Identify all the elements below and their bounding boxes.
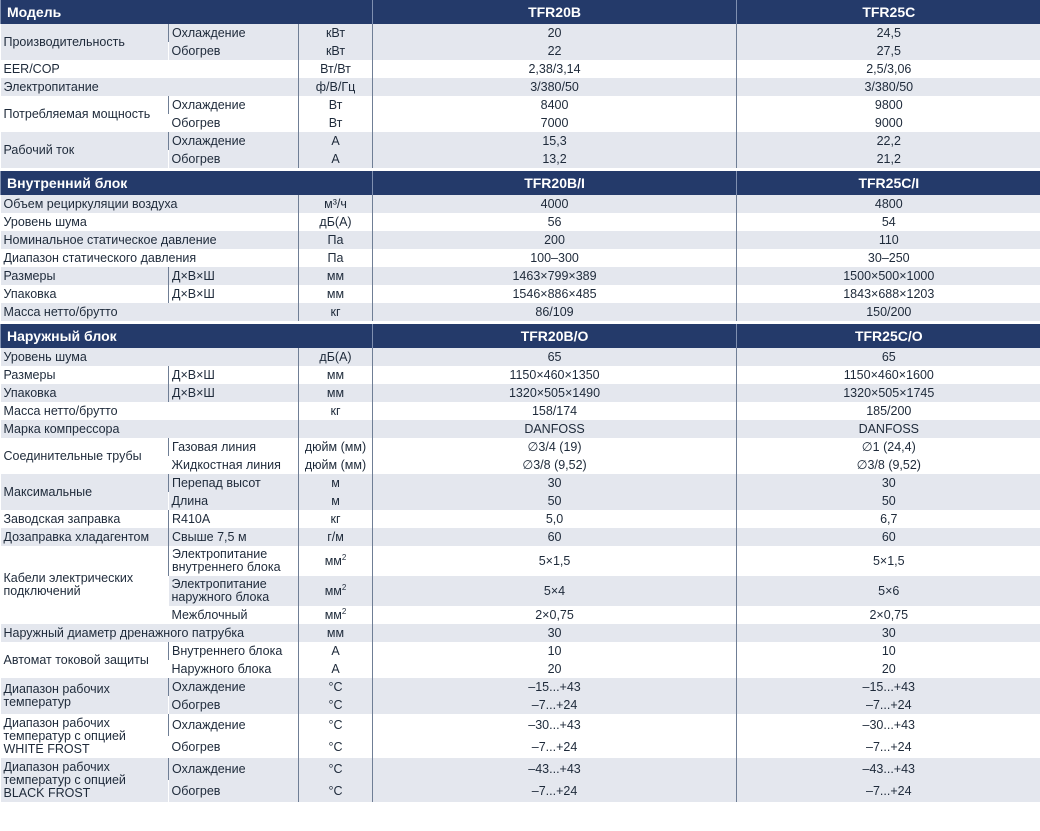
row-unit <box>299 576 373 606</box>
row-unit: А <box>299 132 373 150</box>
row-label: EER/COP <box>1 60 299 78</box>
value-cell: 20 <box>737 660 1040 678</box>
value-cell: 5×1,5 <box>373 546 737 576</box>
row-unit: °С <box>299 758 373 780</box>
value-cell: 4800 <box>737 195 1040 213</box>
row-unit: м <box>299 492 373 510</box>
value-cell: 2×0,75 <box>737 606 1040 624</box>
indoor-col1: TFR20B/I <box>373 171 737 195</box>
value-cell: 3/380/50 <box>737 78 1040 96</box>
value-cell: 65 <box>373 348 737 366</box>
table-row <box>1 642 1040 660</box>
row-sublabel: Газовая линия <box>169 438 299 456</box>
row-label: Наружный диаметр дренажного патрубка <box>1 624 299 642</box>
value-cell: –7...+24 <box>373 696 737 714</box>
row-label: Диапазон рабочих температур с опцией BLACK FROST <box>1 758 169 802</box>
value-cell: 10 <box>373 642 737 660</box>
row-label: Производительность <box>1 24 169 60</box>
row-unit: дюйм (мм) <box>299 438 373 456</box>
model-header-title: Модель <box>1 0 373 24</box>
row-sublabel: Длина <box>169 492 299 510</box>
value-cell: ∅3/4 (19) <box>373 438 737 456</box>
row-unit <box>299 420 373 438</box>
row-label: Масса нетто/брутто <box>1 402 299 420</box>
unit-text: мм <box>324 607 342 622</box>
value-cell: 5×6 <box>737 576 1040 606</box>
row-label: Заводская заправка <box>1 510 169 528</box>
table-row <box>1 384 1040 402</box>
value-cell: 15,3 <box>373 132 737 150</box>
value-cell: 54 <box>737 213 1040 231</box>
unit-sup: 2 <box>341 606 347 616</box>
table-row <box>1 546 1040 576</box>
value-cell: 50 <box>737 492 1040 510</box>
row-unit: м³/ч <box>299 195 373 213</box>
row-label: Рабочий ток <box>1 132 169 168</box>
row-sublabel: Охлаждение <box>169 132 299 150</box>
row-sublabel: Жидкостная линия <box>169 456 299 474</box>
row-unit: г/м <box>299 528 373 546</box>
value-cell: 8400 <box>373 96 737 114</box>
value-cell: 150/200 <box>737 303 1040 321</box>
value-cell: 5×4 <box>373 576 737 606</box>
value-cell: 6,7 <box>737 510 1040 528</box>
outdoor-header-title: Наружный блок <box>1 324 373 348</box>
value-cell: –15...+43 <box>373 678 737 696</box>
value-cell: 60 <box>373 528 737 546</box>
row-label: Уровень шума <box>1 213 299 231</box>
row-sublabel: Электропитание внутреннего блока <box>169 546 299 576</box>
row-unit: дБ(А) <box>299 348 373 366</box>
row-unit: Вт <box>299 114 373 132</box>
indoor-header-title: Внутренний блок <box>1 171 373 195</box>
value-cell: 1843×688×1203 <box>737 285 1040 303</box>
outdoor-col2: TFR25C/O <box>737 324 1040 348</box>
row-unit: м <box>299 474 373 492</box>
row-unit: Вт <box>299 96 373 114</box>
unit-sup: 2 <box>341 552 347 562</box>
value-cell: 30–250 <box>737 249 1040 267</box>
value-cell: 1320×505×1490 <box>373 384 737 402</box>
row-unit: ф/В/Гц <box>299 78 373 96</box>
value-cell: 5,0 <box>373 510 737 528</box>
outdoor-header-row <box>1 324 1040 348</box>
value-cell: 24,5 <box>737 24 1040 42</box>
row-label: Масса нетто/брутто <box>1 303 299 321</box>
row-label: Электропитание <box>1 78 299 96</box>
table-row <box>1 78 1040 96</box>
value-cell: 1320×505×1745 <box>737 384 1040 402</box>
value-cell: 86/109 <box>373 303 737 321</box>
table-row <box>1 213 1040 231</box>
value-cell: –30...+43 <box>737 714 1040 736</box>
value-cell: 2,5/3,06 <box>737 60 1040 78</box>
table-row <box>1 348 1040 366</box>
table-row <box>1 528 1040 546</box>
value-cell: 30 <box>373 624 737 642</box>
value-cell: –7...+24 <box>737 736 1040 758</box>
value-cell: –7...+24 <box>373 780 737 802</box>
table-row <box>1 249 1040 267</box>
row-unit: А <box>299 150 373 168</box>
row-sublabel: Д×В×Ш <box>169 285 299 303</box>
value-cell: 3/380/50 <box>373 78 737 96</box>
row-sublabel: Межблочный <box>169 606 299 624</box>
value-cell: 2×0,75 <box>373 606 737 624</box>
value-cell: 30 <box>737 624 1040 642</box>
value-cell: 1546×886×485 <box>373 285 737 303</box>
outdoor-col1: TFR20B/O <box>373 324 737 348</box>
value-cell: 4000 <box>373 195 737 213</box>
value-cell: 22,2 <box>737 132 1040 150</box>
value-cell: –43...+43 <box>737 758 1040 780</box>
indoor-header-row <box>1 171 1040 195</box>
row-unit: мм <box>299 285 373 303</box>
table-row <box>1 24 1040 42</box>
row-unit: кВт <box>299 42 373 60</box>
row-sublabel: Д×В×Ш <box>169 267 299 285</box>
row-label: Кабели электрических подключений <box>1 546 169 624</box>
model-col1: TFR20B <box>373 0 737 24</box>
row-label: Номинальное статическое давление <box>1 231 299 249</box>
value-cell: 50 <box>373 492 737 510</box>
row-sublabel: Обогрев <box>169 736 299 758</box>
row-label: Соединительные трубы <box>1 438 169 474</box>
row-sublabel: Охлаждение <box>169 758 299 780</box>
table-row <box>1 96 1040 114</box>
row-unit: Вт/Вт <box>299 60 373 78</box>
value-cell: 65 <box>737 348 1040 366</box>
value-cell: 2,38/3,14 <box>373 60 737 78</box>
value-cell: 22 <box>373 42 737 60</box>
table-row <box>1 714 1040 736</box>
table-row <box>1 678 1040 696</box>
row-sublabel: Обогрев <box>169 780 299 802</box>
row-label: Марка компрессора <box>1 420 299 438</box>
row-sublabel: Обогрев <box>169 150 299 168</box>
table-row <box>1 420 1040 438</box>
model-col2: TFR25C <box>737 0 1040 24</box>
value-cell: 7000 <box>373 114 737 132</box>
table-row <box>1 195 1040 213</box>
value-cell: ∅1 (24,4) <box>737 438 1040 456</box>
row-unit: дюйм (мм) <box>299 456 373 474</box>
row-unit: А <box>299 660 373 678</box>
table-row <box>1 60 1040 78</box>
row-sublabel: Охлаждение <box>169 24 299 42</box>
row-sublabel: Д×В×Ш <box>169 366 299 384</box>
table-row <box>1 132 1040 150</box>
value-cell: –7...+24 <box>737 696 1040 714</box>
table-row <box>1 402 1040 420</box>
value-cell: 27,5 <box>737 42 1040 60</box>
row-unit: мм <box>299 624 373 642</box>
value-cell: 1150×460×1600 <box>737 366 1040 384</box>
row-unit: кг <box>299 510 373 528</box>
row-sublabel: Д×В×Ш <box>169 384 299 402</box>
unit-text: мм <box>324 553 342 568</box>
row-label: Диапазон рабочих температур <box>1 678 169 714</box>
row-sublabel: R410A <box>169 510 299 528</box>
row-sublabel: Охлаждение <box>169 714 299 736</box>
value-cell: –30...+43 <box>373 714 737 736</box>
row-label: Объем рециркуляции воздуха <box>1 195 299 213</box>
table-row <box>1 474 1040 492</box>
row-sublabel: Обогрев <box>169 696 299 714</box>
row-unit <box>299 546 373 576</box>
table-row <box>1 231 1040 249</box>
value-cell: 60 <box>737 528 1040 546</box>
row-sublabel: Охлаждение <box>169 678 299 696</box>
value-cell: 30 <box>373 474 737 492</box>
row-unit: мм <box>299 384 373 402</box>
row-sublabel: Внутреннего блока <box>169 642 299 660</box>
row-unit: кВт <box>299 24 373 42</box>
table-row <box>1 267 1040 285</box>
row-label: Упаковка <box>1 285 169 303</box>
value-cell: –43...+43 <box>373 758 737 780</box>
row-unit: °С <box>299 696 373 714</box>
value-cell: DANFOSS <box>373 420 737 438</box>
value-cell: –15...+43 <box>737 678 1040 696</box>
row-label: Размеры <box>1 267 169 285</box>
row-unit: °С <box>299 678 373 696</box>
value-cell: 56 <box>373 213 737 231</box>
table-row <box>1 285 1040 303</box>
row-label: Диапазон статического давления <box>1 249 299 267</box>
row-sublabel: Наружного блока <box>169 660 299 678</box>
value-cell: 1500×500×1000 <box>737 267 1040 285</box>
value-cell: ∅3/8 (9,52) <box>737 456 1040 474</box>
model-header-row <box>1 0 1040 24</box>
indoor-col2: TFR25C/I <box>737 171 1040 195</box>
unit-text: мм <box>324 583 342 598</box>
value-cell: 100–300 <box>373 249 737 267</box>
row-unit: кг <box>299 402 373 420</box>
table-row <box>1 366 1040 384</box>
row-label: Потребляемая мощность <box>1 96 169 132</box>
row-label: Уровень шума <box>1 348 299 366</box>
row-unit: кг <box>299 303 373 321</box>
value-cell: 1463×799×389 <box>373 267 737 285</box>
value-cell: 20 <box>373 24 737 42</box>
row-label: Автомат токовой защиты <box>1 642 169 678</box>
row-label: Максимальные <box>1 474 169 510</box>
value-cell: 9800 <box>737 96 1040 114</box>
row-label: Размеры <box>1 366 169 384</box>
table-row <box>1 758 1040 780</box>
value-cell: –7...+24 <box>737 780 1040 802</box>
row-unit: °С <box>299 736 373 758</box>
row-unit <box>299 606 373 624</box>
row-unit: °С <box>299 780 373 802</box>
row-sublabel: Обогрев <box>169 114 299 132</box>
row-label: Диапазон рабочих температур с опцией WHITE FROST <box>1 714 169 758</box>
row-unit: Па <box>299 249 373 267</box>
row-sublabel: Охлаждение <box>169 96 299 114</box>
value-cell: 30 <box>737 474 1040 492</box>
row-unit: А <box>299 642 373 660</box>
value-cell: DANFOSS <box>737 420 1040 438</box>
table-row <box>1 624 1040 642</box>
row-label: Упаковка <box>1 384 169 402</box>
row-unit: °С <box>299 714 373 736</box>
value-cell: 10 <box>737 642 1040 660</box>
value-cell: 9000 <box>737 114 1040 132</box>
value-cell: 21,2 <box>737 150 1040 168</box>
row-unit: Па <box>299 231 373 249</box>
value-cell: 110 <box>737 231 1040 249</box>
value-cell: 13,2 <box>373 150 737 168</box>
table-row <box>1 438 1040 456</box>
value-cell: 5×1,5 <box>737 546 1040 576</box>
value-cell: 200 <box>373 231 737 249</box>
row-sublabel: Обогрев <box>169 42 299 60</box>
row-sublabel: Электропитание наружного блока <box>169 576 299 606</box>
row-unit: мм <box>299 366 373 384</box>
row-sublabel: Перепад высот <box>169 474 299 492</box>
value-cell: 1150×460×1350 <box>373 366 737 384</box>
row-unit: дБ(А) <box>299 213 373 231</box>
row-sublabel: Свыше 7,5 м <box>169 528 299 546</box>
value-cell: 158/174 <box>373 402 737 420</box>
value-cell: 20 <box>373 660 737 678</box>
table-row <box>1 510 1040 528</box>
value-cell: –7...+24 <box>373 736 737 758</box>
value-cell: 185/200 <box>737 402 1040 420</box>
row-label: Дозаправка хладагентом <box>1 528 169 546</box>
value-cell: ∅3/8 (9,52) <box>373 456 737 474</box>
unit-sup: 2 <box>341 582 347 592</box>
row-unit: мм <box>299 267 373 285</box>
table-row <box>1 303 1040 321</box>
